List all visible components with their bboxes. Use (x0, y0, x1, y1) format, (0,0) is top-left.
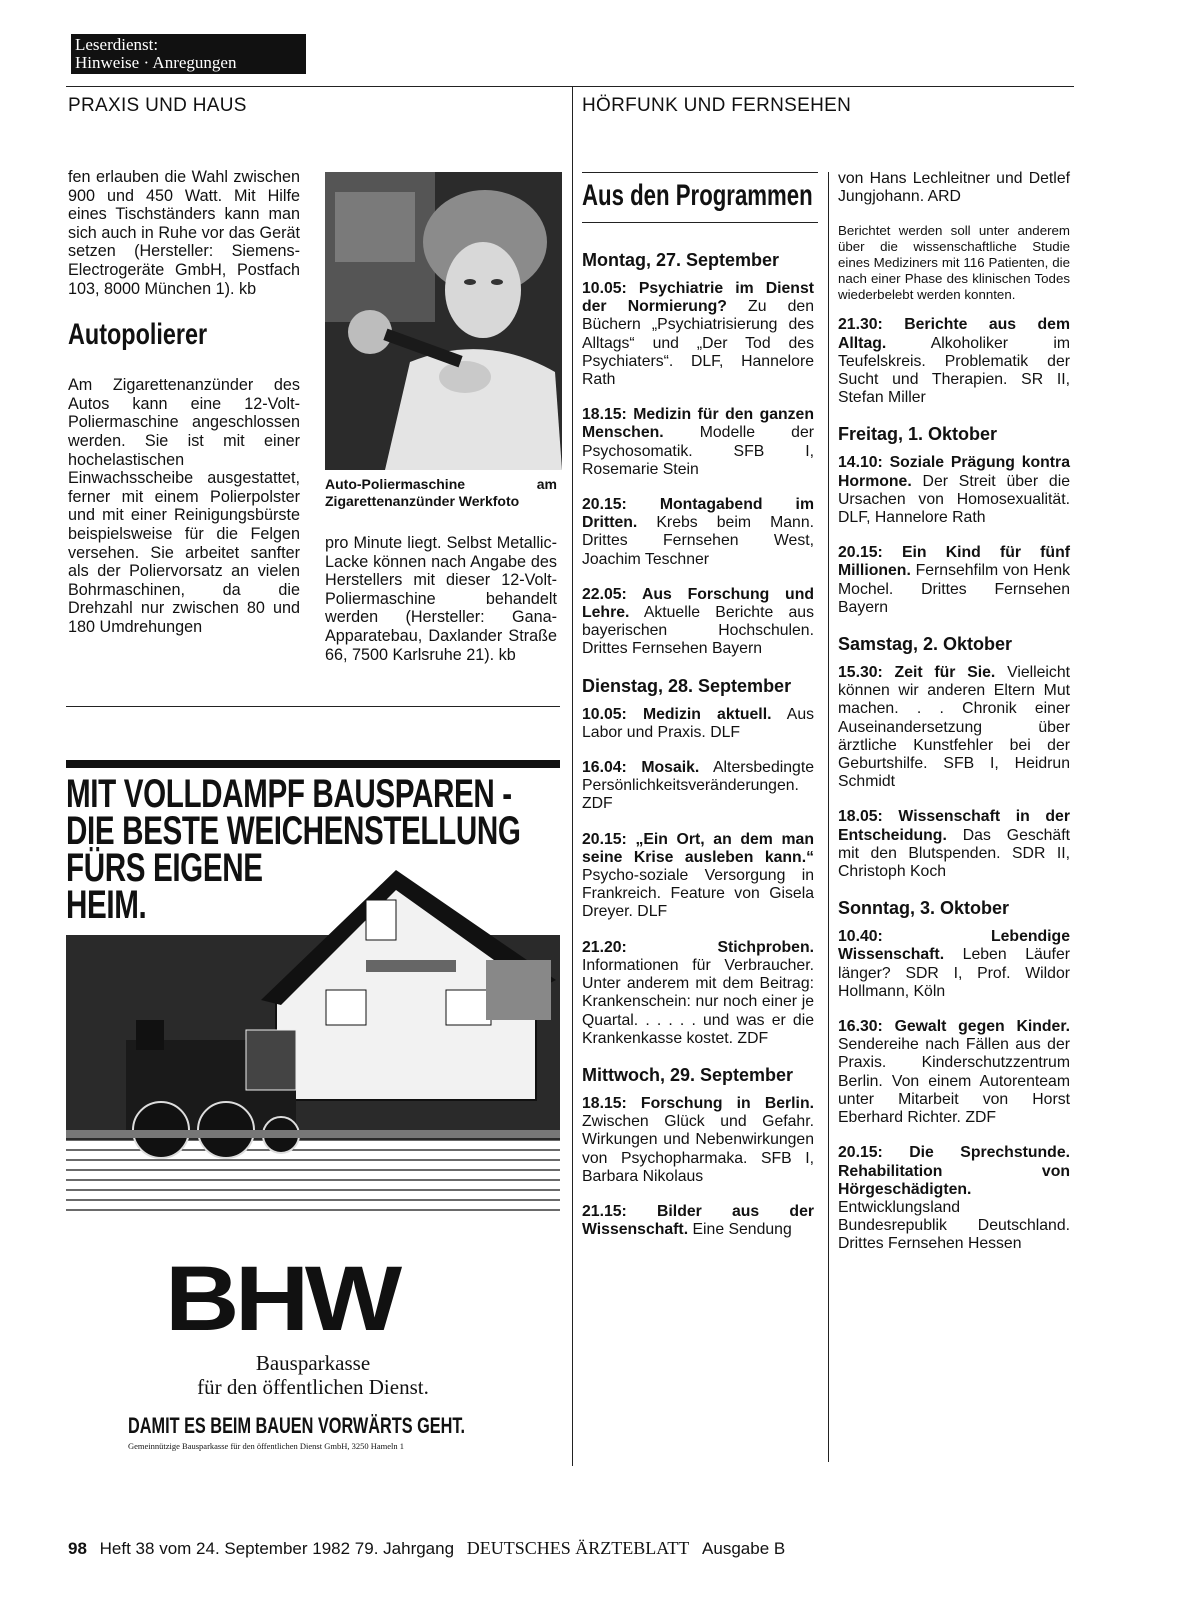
program-entry-title: 21.15: Bilder aus der Wissenschaft. (582, 1202, 814, 1239)
program-entry-text: Fernsehfilm von Henk Mochel. Drittes Fernsehen Bayern (838, 562, 1070, 616)
photo-caption: Auto-Poliermaschine am Zigarettenanzünder Werkfoto (325, 476, 557, 509)
article-column-2 (325, 534, 557, 664)
program-entry-text: Altersbedingte Persönlichkeitsveränderungen. ZDF (582, 759, 814, 813)
program-entry-text: Sendereihe nach Fällen aus der Praxis. Kinderschutzzentrum Berlin. Von einem Autorenteam unter Mitarbeit von Horst Eberhard Richter. ZDF (838, 1036, 1070, 1127)
program-entry-title: 20.15: Ein Kind für fünf Millionen. (838, 544, 1070, 580)
program-entry-title: 21.30: Berichte aus dem Alltag. (838, 316, 1070, 352)
page-number: 98 (68, 1539, 87, 1558)
program-day-heading: Dienstag, 28. September (582, 675, 792, 696)
program-entry (838, 1018, 1070, 1127)
ad-fine-print: Gemeinnützige Bausparkasse für den öffentlichen Dienst GmbH, 3250 Hameln 1 (128, 1441, 405, 1451)
bhw-logo: BHW (165, 1248, 398, 1350)
program-note: Berichtet werden soll unter anderem über die wissenschaftliche Studie eines Mediziners mit 116 Patienten, die nach einer Phase des klinischen Todes wiederbelebt werden konnten. (838, 223, 1070, 302)
center-column-rule (572, 86, 573, 1466)
journal-name: DEUTSCHES ÄRZTEBLATT (466, 1538, 690, 1558)
program-entry-text: Alkoholiker im Teufelskreis. Problematik der Sucht und Therapien. SR II, Stefan Miller (838, 334, 1070, 407)
program-entry-text: Informationen für Verbraucher. Unter anderem mit dem Beitrag: Krankenschein: nur noch einer je Quartal. . . . . . und was er die Krankenkasse kostet. ZDF (582, 956, 814, 1047)
article-body-2: pro Minute liegt. Selbst Metallic-Lacke können nach Angabe des Herstellers mit dieser 12-Volt-Poliermaschine behandelt werden (Hersteller: Gana-Apparatebau, Daxlander Straße 66, 7500 Karlsruhe 21). kb (325, 534, 557, 664)
program-entry (582, 586, 814, 659)
program-entry-text: Entwicklungsland Bundesrepublik Deutschland. Drittes Fernsehen Hessen (838, 1198, 1070, 1253)
program-entry (582, 406, 814, 479)
top-rule (66, 86, 1074, 87)
ad-headline-line-4: HEIM. (66, 883, 147, 927)
program-entry (838, 170, 1070, 206)
issue-info: Heft 38 vom 24. September 1982 79. Jahrgang (99, 1539, 455, 1558)
article-body-1: Am Zigarettenanzünder des Autos kann eine 12-Volt-Poliermaschine angeschlossen werden. Sie ist mit einer hochelastischen Einwachsscheibe ausgestattet, ferner mit einem Polierpolster und mit einer Reinigungsbürste beispielsweise für die Felgen versehen. Sie arbeitet sanfter als der Poliervorsatz an vielen Bohrmaschinen, da die Drehzahl nur zwischen 80 und 180 Umdrehungen (68, 376, 300, 636)
program-entry (582, 831, 814, 922)
badge-line-2: Hinweise · Anregungen (75, 53, 237, 72)
program-entry-text: Der Streit über die Ursachen von Homosexualität. DLF, Hannelore Rath (838, 472, 1070, 527)
program-entry (838, 454, 1070, 527)
program-entry (582, 1095, 814, 1186)
program-entry (838, 928, 1070, 1001)
page-footer (68, 1538, 785, 1559)
program-entry (838, 544, 1070, 617)
program-entry-text: Eine Sendung (688, 1221, 792, 1239)
article-intro: fen erlauben die Wahl zwischen 900 und 450 Watt. Mit Hilfe eines Tischständers kann man sich auch in Ruhe vor das Gerät setzen (Hersteller: Siemens-Electrogeräte GmbH, Postfach 103, 8000 München 1). kb (68, 168, 300, 298)
ad-illustration (66, 840, 560, 1220)
program-entry-text: von Hans Lechleitner und Detlef Jungjohann. ARD (838, 170, 1070, 206)
program-entry-title: 20.15: „Ein Ort, an dem man seine Krise ausleben kann.“ (582, 830, 814, 866)
program-entry (582, 280, 814, 389)
program-entry-title: 10.40: Lebendige Wissenschaft. (838, 928, 1070, 964)
program-entry-title: 20.15: Montagabend im Dritten. (582, 496, 814, 532)
badge-line-1: Leserdienst: (75, 35, 159, 54)
programs-title-rule-top (582, 172, 818, 173)
section-badge (71, 34, 306, 74)
program-entry-title: 10.05: Medizin aktuell. (582, 705, 772, 723)
article-column-1 (68, 168, 300, 636)
program-entry-text: Aktuelle Berichte aus bayerischen Hochschulen. Drittes Fernsehen Bayern (582, 604, 814, 658)
program-entry-text: Das Geschäft mit den Blutspenden. SDR II, Christoph Koch (838, 826, 1070, 881)
program-entry (582, 1203, 814, 1239)
program-day-heading: Montag, 27. September (582, 250, 780, 270)
ad-top-rule (66, 706, 560, 707)
program-entry-title: 21.20: Stichproben. (582, 938, 814, 956)
program-entry-title: 10.05: Psychiatrie im Dienst der Normierung? (582, 280, 814, 316)
program-entry (582, 939, 814, 1048)
ad-slogan: DAMIT ES BEIM BAUEN VORWÄRTS GEHT. (128, 1413, 466, 1438)
edition: Ausgabe B (702, 1539, 786, 1558)
program-entry-text: Krebs beim Mann. Drittes Fernsehen West, Joachim Teschner (582, 514, 814, 568)
program-entry (838, 316, 1070, 407)
ad-bar (66, 760, 560, 768)
program-entry (838, 808, 1070, 881)
program-day-heading: Sonntag, 3. Oktober (838, 898, 1010, 919)
photo-illustration (325, 172, 562, 470)
program-column-rule (828, 172, 829, 1462)
section-label-right: HÖRFUNK UND FERNSEHEN (582, 95, 852, 116)
programs-title-rule-bottom (582, 222, 818, 223)
program-entry-title: 16.30: Gewalt gegen Kinder. (838, 1018, 1070, 1036)
program-entry-text: Zu den Büchern „Psychiatrisierung des Alltags“ und „Der Tod des Psychiaters“. DLF, Hannelore Rath (582, 298, 814, 389)
program-day-heading: Samstag, 2. Oktober (838, 634, 1013, 655)
program-entry-title: 14.10: Soziale Prägung kontra Hormone. (838, 454, 1070, 490)
ad-subline-2: für den öffentlichen Dienst. (197, 1375, 429, 1399)
polisher-photo (325, 172, 562, 470)
program-column-a (582, 250, 814, 1256)
program-entry (582, 496, 814, 569)
house-train-illustration (66, 840, 560, 1220)
program-entry-text: Psycho-soziale Versorgung in Frankreich. Feature von Gisela Dreyer. DLF (582, 867, 814, 921)
program-entry-text: Modelle der Psychosomatik. SFB I, Rosemarie Stein (582, 424, 814, 478)
program-entry-title: 18.15: Forschung in Berlin. (582, 1094, 814, 1112)
program-entry (582, 706, 814, 742)
section-label-left: PRAXIS UND HAUS (68, 95, 247, 116)
ad-headline-line-3: FÜRS EIGENE (66, 846, 263, 890)
program-entry-title: 15.30: Zeit für Sie. (838, 664, 996, 682)
program-column-b (838, 170, 1070, 1271)
ad-headline-line-1: MIT VOLLDAMPF BAUSPAREN - (66, 772, 512, 816)
program-entry-title: 22.05: Aus Forschung und Lehre. (582, 585, 814, 622)
program-entry-title: 18.15: Medizin für den ganzen Menschen. (582, 406, 814, 442)
program-day-heading: Freitag, 1. Oktober (838, 424, 998, 445)
program-entry-title: 18.05: Wissenschaft in der Entscheidung. (838, 808, 1070, 844)
program-entry-text: Zwischen Glück und Gefahr. Wirkungen und Nebenwirkungen von Psychopharmaka. SFB I, Barbara Nikolaus (582, 1113, 814, 1185)
program-entry (582, 759, 814, 814)
program-entry-text: Vielleicht können wir anderen Eltern Mut machen. . . Chronik einer Auseinandersetzung über ärztliche Kunstfehler bei der Geburtshilfe. SFB I, Heidrun Schmidt (838, 664, 1071, 791)
program-entry-title: 20.15: Die Sprechstunde. Rehabilitation von Hörgeschädigten. (838, 1144, 1070, 1198)
program-entry-text: Aus Labor und Praxis. DLF (582, 705, 814, 741)
programs-title: Aus den Programmen (582, 179, 813, 212)
article-heading-wrap (68, 320, 300, 350)
ad-subline-1: Bausparkasse (255, 1351, 371, 1375)
ad-slogan-wrap (128, 1414, 548, 1438)
program-entry (838, 1144, 1070, 1253)
ad-headline-line-2: DIE BESTE WEICHENSTELLUNG (66, 809, 521, 853)
program-day-heading: Mittwoch, 29. September (582, 1064, 794, 1085)
program-entry-text: Leben Läufer länger? SDR I, Prof. Wildor Hollmann, Köln (838, 946, 1070, 1000)
article-heading: Autopolierer (68, 318, 208, 352)
program-entry (838, 664, 1070, 791)
program-entry-title: 16.04: Mosaik. (582, 759, 700, 777)
programs-title-wrap (582, 180, 818, 214)
